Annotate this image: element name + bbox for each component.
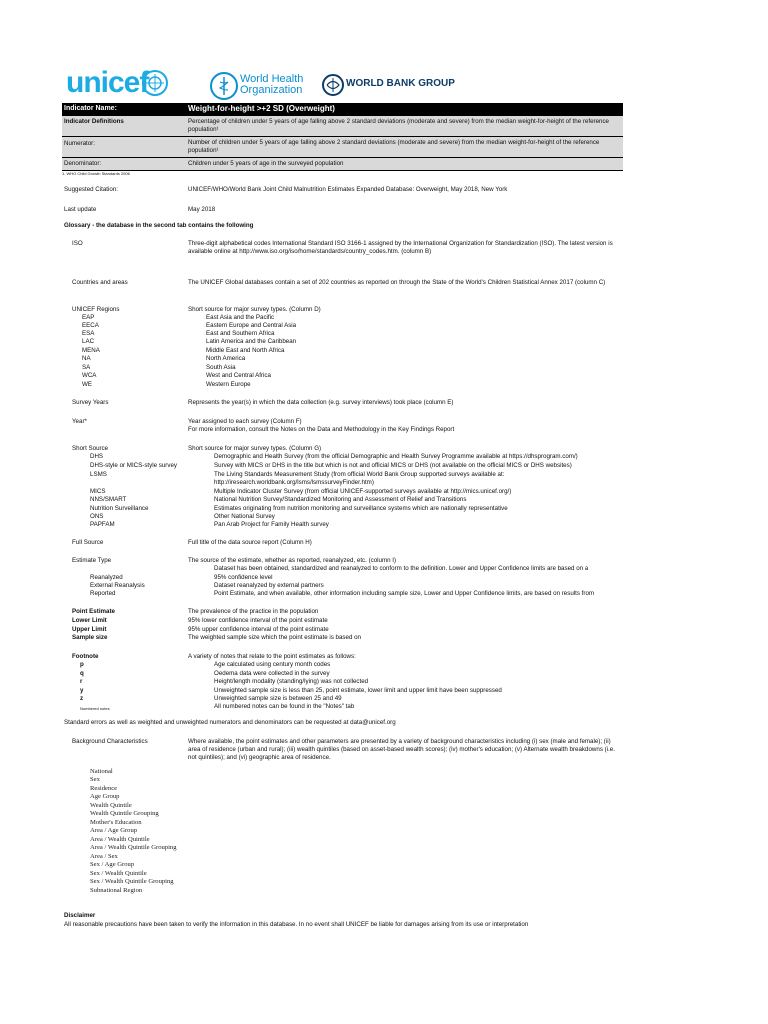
external-reanalysis-desc: Dataset reanalyzed by external partners	[214, 582, 324, 589]
who-emblem-icon	[210, 72, 238, 100]
iso-value: Three-digit alphabetical codes International Standard ISO 3166-1 assigned by the International Organization for Standardization (ISO). The latest version is available online at http://www.iso.org/iso/home/standards/country_codes.htm. (column B)	[188, 240, 613, 255]
upper-limit-value: 95% upper confidence interval of the point estimate	[188, 626, 329, 633]
countries-value: The UNICEF Global databases contain a set of 202 countries as reported on through the State of the World's Children Statistical Annex 2017 (column C)	[188, 279, 606, 286]
who-name-line1: World Health	[240, 73, 304, 85]
background-item: Sex / Wealth Quintile	[90, 870, 147, 877]
footnote-intro: A variety of notes that relate to the point estimates as follows:	[188, 653, 356, 660]
lower-limit-label: Lower Limit	[72, 617, 107, 624]
footnote-code: z	[80, 695, 84, 702]
indicator-name-value: Weight-for-height >+2 SD (Overweight)	[188, 104, 335, 113]
background-item: Residence	[90, 785, 118, 792]
region-name: Western Europe	[206, 381, 251, 388]
source-desc: http://iresearch.worldbank.org/lsms/lsmssurveyFinder.htm)	[214, 479, 374, 486]
region-code: WCA	[82, 372, 97, 379]
source-code: PAPFAM	[90, 521, 115, 528]
background-item: National	[90, 768, 113, 775]
background-item: Wealth Quintile Grouping	[90, 810, 159, 817]
reanalyzed-label: Reanalyzed	[90, 574, 123, 581]
countries-label: Countries and areas	[72, 279, 128, 286]
upper-limit-label: Upper Limit	[72, 626, 107, 633]
footnote-desc: Oedema data were collected in the survey	[214, 670, 330, 677]
numerator-row	[62, 136, 623, 158]
region-name: Eastern Europe and Central Asia	[206, 322, 297, 329]
short-source-label: Short Source	[72, 445, 109, 452]
reported-label: Reported	[90, 590, 116, 597]
numerator-label: Numerator:	[64, 140, 95, 147]
reported-desc: Point Estimate, and when available, other information including sample size, Lower and Upper Confidence limits, are based on results from	[214, 590, 595, 597]
background-item: Area / Sex	[90, 853, 118, 860]
footnote-desc: Unweighted sample size is between 25 and 49	[214, 695, 342, 702]
definitions-value: Percentage of children under 5 years of age falling above 2 standard deviations (moderate and severe) from the median weight-for-height of the reference population¹	[188, 118, 609, 133]
source-desc: Estimates originating from nutrition monitoring and surveillance systems which are nationally representative	[214, 505, 508, 512]
denominator-value: Children under 5 years of age in the surveyed population	[188, 160, 344, 167]
denominator-row	[62, 157, 623, 171]
region-name: East Asia and the Pacific	[206, 314, 275, 321]
background-item: Area / Wealth Quintile Grouping	[90, 844, 177, 851]
survey-years-label: Survey Years	[72, 399, 109, 406]
short-source-intro: Short source for major survey types. (Column G)	[188, 445, 322, 452]
region-name: West and Central Africa	[206, 372, 271, 379]
region-code: MENA	[82, 347, 100, 354]
footnote-code: y	[80, 687, 84, 694]
last-update-value: May 2018	[188, 206, 216, 213]
estimate-type-label: Estimate Type	[72, 557, 112, 564]
footnote-code: p	[80, 661, 84, 668]
sample-size-value: The weighted sample size which the point estimate is based on	[188, 634, 362, 641]
background-item: Area / Age Group	[90, 827, 138, 834]
world-bank-wordmark: WORLD BANK GROUP	[346, 78, 455, 89]
background-item: Area / Wealth Quintile	[90, 836, 150, 843]
footnote-code: r	[80, 678, 83, 685]
background-item: Sex	[90, 776, 100, 783]
disclaimer-label: Disclaimer	[64, 912, 96, 919]
footnote-desc: Unweighted sample size is less than 25, point estimate, lower limit and upper limit have been suppressed	[214, 687, 502, 694]
background-item: Sex / Age Group	[90, 861, 135, 868]
region-name: North America	[206, 355, 246, 362]
source-code: DHS-style or MICS-style survey	[90, 462, 177, 469]
background-item: Mother's Education	[90, 819, 142, 826]
background-label: Background Characteristics	[72, 738, 148, 745]
footnote-code: Numbered notes	[80, 706, 110, 711]
region-code: LAC	[82, 338, 95, 345]
reanalyzed-desc-2: 95% confidence level	[214, 574, 273, 581]
citation-value: UNICEF/WHO/World Bank Joint Child Malnutrition Estimates Expanded Database: Overweight, May 2018, New York	[188, 186, 508, 193]
region-name: South Asia	[206, 364, 236, 371]
year-value-1: Year assigned to each survey (Column F)	[188, 418, 302, 425]
survey-years-value: Represents the year(s) in which the data collection (e.g. survey interviews) took place (column E)	[188, 399, 454, 406]
definitions-label: Indicator Definitions	[64, 118, 124, 125]
region-name: Middle East and North Africa	[206, 347, 285, 354]
citation-label: Suggested Citation:	[64, 186, 119, 193]
sample-size-label: Sample size	[72, 634, 108, 641]
region-code: NA	[82, 355, 91, 362]
estimate-type-intro: The source of the estimate, whether as reported, reanalyzed, etc. (column I)	[188, 557, 397, 564]
region-name: Latin America and the Caribbean	[206, 338, 297, 345]
source-code: Nutrition Surveillance	[90, 505, 149, 512]
iso-label: ISO	[72, 240, 83, 247]
external-reanalysis-label: External Reanalysis	[90, 582, 145, 589]
source-desc: Multiple Indicator Cluster Survey (from official UNICEF-supported surveys available at http://mics.unicef.org/)	[214, 488, 512, 495]
background-item: Wealth Quintile	[90, 802, 132, 809]
footnote-desc: All numbered notes can be found in the "Notes" tab	[214, 703, 355, 710]
source-desc: Demographic and Health Survey (from the official Demographic and Health Survey Programme available at https://dhsprogram.com/)	[214, 453, 578, 460]
source-code: LSMS	[90, 471, 107, 478]
reanalyzed-desc-1: Dataset has been obtained, standardized and reanalyzed to conform to the definition. Lower and Upper Confidence limits are based on a	[214, 565, 589, 572]
full-source-value: Full title of the data source report (Column H)	[188, 539, 312, 546]
disclaimer-value: All reasonable precautions have been taken to verify the information in this database. In no event shall UNICEF be liable for damages arising from its use or interpretation	[64, 921, 529, 928]
source-desc: National Nutrition Survey/Standardized Monitoring and Assessment of Relief and Transitions	[214, 496, 467, 503]
table-footnote: 1. WHO Child Growth Standards 2006	[62, 171, 130, 176]
source-code: NNS/SMART	[90, 496, 127, 503]
full-source-label: Full Source	[72, 539, 104, 546]
who-name-line2: Organization	[240, 84, 303, 96]
world-bank-globe-icon	[322, 74, 344, 96]
lower-limit-value: 95% lower confidence interval of the point estimate	[188, 617, 328, 624]
region-code: EECA	[82, 322, 99, 329]
region-code: WE	[82, 381, 92, 388]
background-item: Subnational Region	[90, 887, 143, 894]
source-code: MICS	[90, 488, 106, 495]
glossary-heading: Glossary - the database in the second tab contains the following	[64, 222, 254, 229]
regions-intro: Short source for major survey types. (Column D)	[188, 306, 321, 313]
indicator-name-row	[62, 103, 623, 115]
denominator-label: Denominator:	[64, 160, 102, 167]
source-desc: Survey with MICS or DHS in the title but which is not and official MICS or DHS (not available on the official MICS or DHS websites)	[214, 462, 572, 469]
indicator-name-label: Indicator Name:	[64, 105, 117, 112]
region-code: ESA	[82, 330, 95, 337]
region-code: SA	[82, 364, 91, 371]
numerator-value: Number of children under 5 years of age falling above 2 standard deviations (moderate and severe) from the median weight-for-height of the reference population¹	[188, 139, 600, 154]
footnote-desc: Height/length modality (standing/lying) was not collected	[214, 678, 369, 685]
source-desc: Pan Arab Project for Family Health survey	[214, 521, 329, 528]
point-estimate-label: Point Estimate	[72, 608, 115, 615]
point-estimate-value: The prevalence of the practice in the population	[188, 608, 319, 615]
year-value-2: For more information, consult the Notes on the Data and Methodology in the Key Findings Report	[188, 426, 455, 433]
standard-errors-note: Standard errors as well as weighted and unweighted numerators and denominators can be requested at data@unicef.org	[64, 719, 396, 726]
background-item: Age Group	[90, 793, 120, 800]
source-code: DHS	[90, 453, 104, 460]
regions-label: UNICEF Regions	[72, 306, 120, 313]
unicef-globe-icon	[142, 70, 168, 96]
year-label: Year*	[72, 418, 87, 425]
background-value: Where available, the point estimates and other parameters are presented by a variety of background characteristics including (i) sex (male and female); (ii) area of residence (urban and rural); (iii) wealth quintiles (based on asset-based wealth scores); (iv) mother's education; (v) Alternate wealth breakdowns (i.e. not quintiles); and (vi) geographic area of residence.	[188, 738, 615, 761]
footnote-label: Footnote	[72, 653, 99, 660]
footnote-code: q	[80, 670, 84, 677]
definitions-row	[62, 115, 623, 137]
source-code: ONS	[90, 513, 104, 520]
unicef-wordmark: unicef	[66, 66, 149, 99]
region-code: EAP	[82, 314, 95, 321]
footnote-desc: Age calculated using century month codes	[214, 661, 331, 668]
source-desc: The Living Standards Measurement Study (from official World Bank Group supported surveys available at:	[214, 471, 505, 478]
source-desc: Other National Survey	[214, 513, 275, 520]
last-update-label: Last update	[64, 206, 97, 213]
region-name: East and Southern Africa	[206, 330, 275, 337]
background-item: Sex / Wealth Quintile Grouping	[90, 878, 174, 885]
